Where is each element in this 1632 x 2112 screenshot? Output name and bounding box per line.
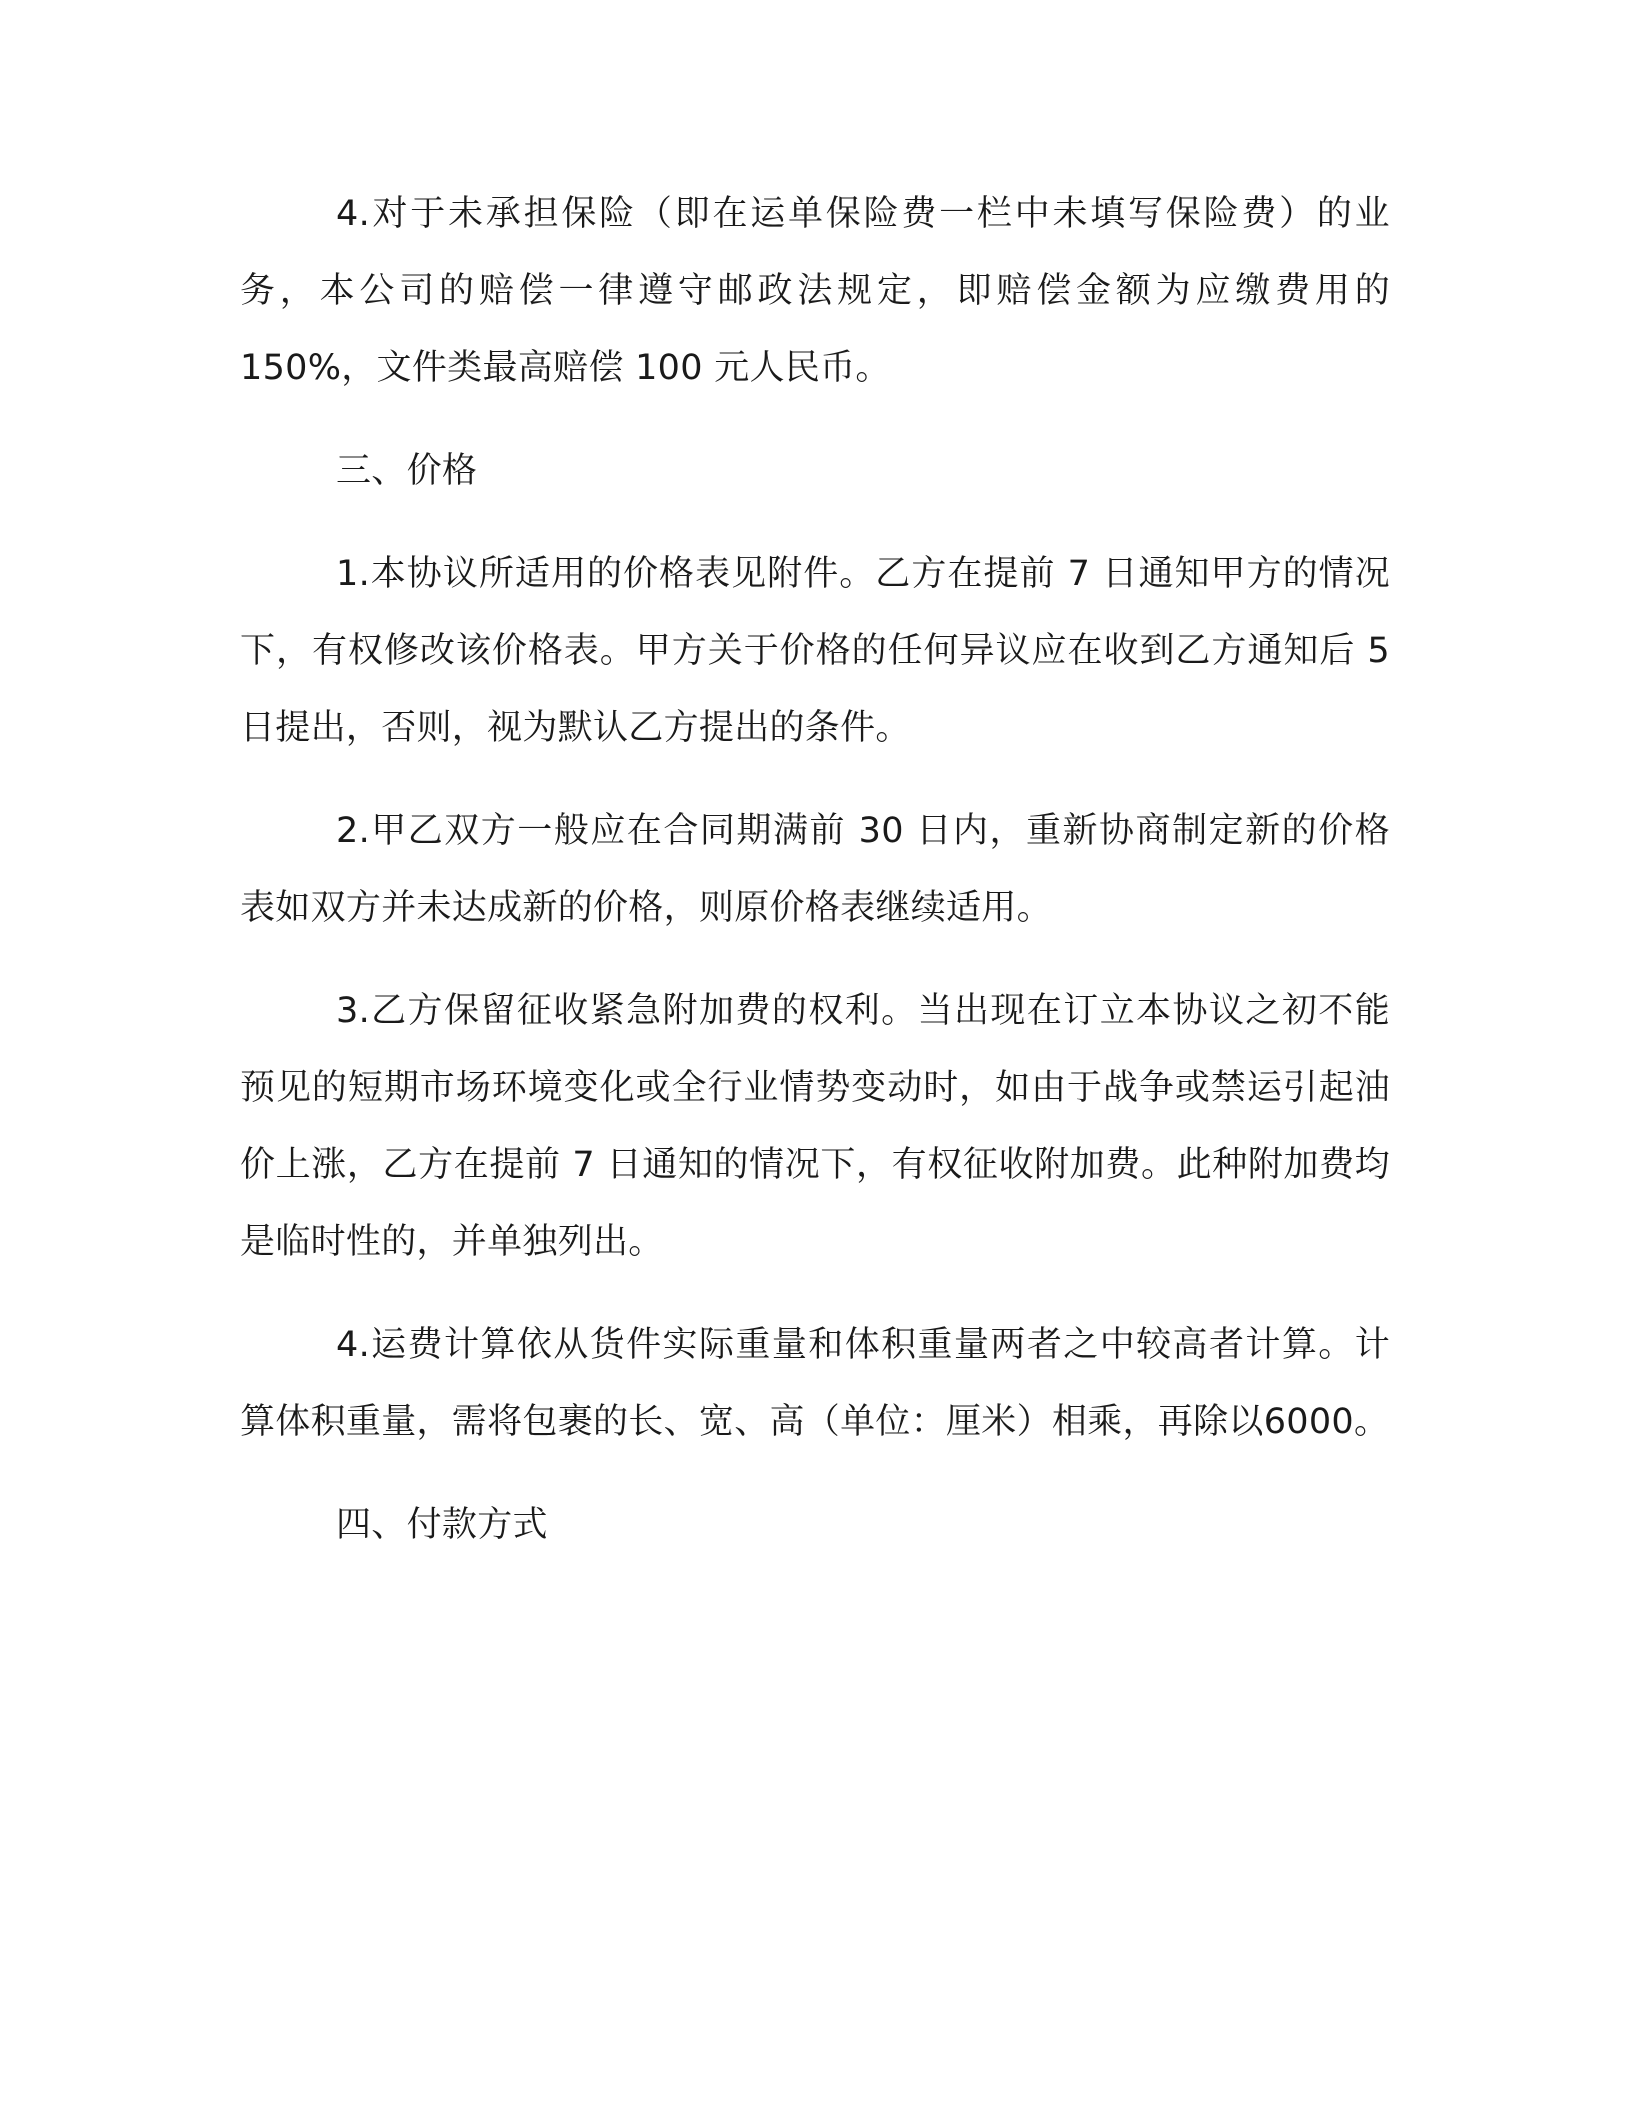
paragraph-price-table: 1.本协议所适用的价格表见附件。乙方在提前 7 日通知甲方的情况下，有权修改该价格表。甲方关于价格的任何异议应在收到乙方通知后 5 日提出，否则，视为默认乙方提出的条件。 (240, 554, 1390, 748)
paragraph-freight-calculation: 4.运费计算依从货件实际重量和体积重量两者之中较高者计算。计算体积重量，需将包裹的长、宽、高（单位：厘米）相乘，再除以6000。 (240, 1325, 1390, 1442)
paragraph-price-renegotiation: 2.甲乙双方一般应在合同期满前 30 日内，重新协商制定新的价格表如双方并未达成新的价格，则原价格表继续适用。 (240, 811, 1390, 928)
section-heading-price: 三、价格 (336, 451, 478, 491)
paragraph-surcharge: 3.乙方保留征收紧急附加费的权利。当出现在订立本协议之初不能预见的短期市场环境变化或全行业情势变动时，如由于战争或禁运引起油价上涨，乙方在提前 7 日通知的情况下，有权征收附加费。此种附加费均是临时性的，并单独列出。 (240, 991, 1390, 1262)
paragraph-insurance-compensation: 4.对于未承担保险（即在运单保险费一栏中未填写保险费）的业务，本公司的赔偿一律遵守邮政法规定，即赔偿金额为应缴费用的150%，文件类最高赔偿 100 元人民币。 (240, 194, 1390, 388)
document-body (240, 176, 1390, 1590)
section-heading-payment: 四、付款方式 (336, 1505, 548, 1545)
